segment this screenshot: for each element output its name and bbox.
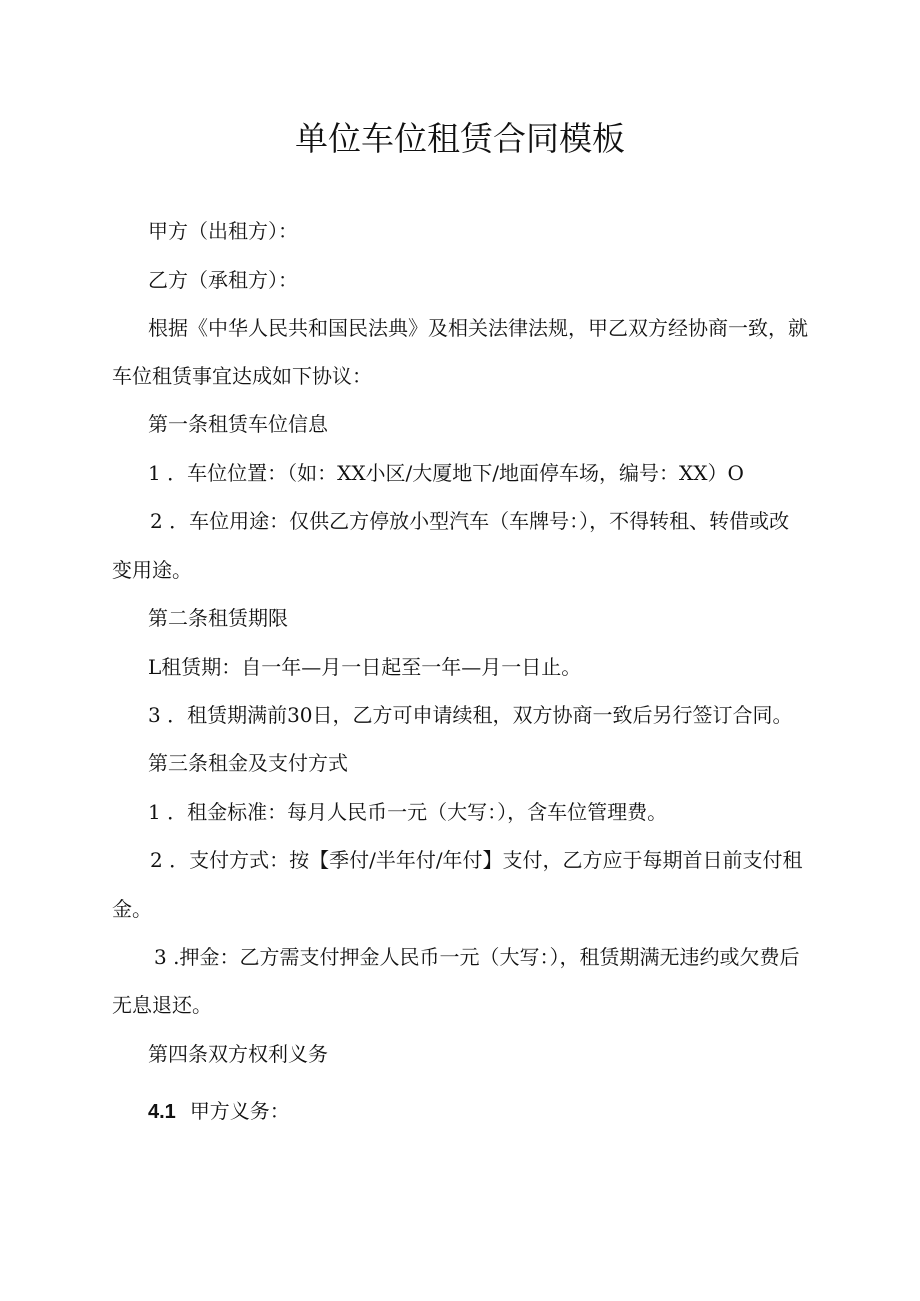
article-3-item-2-line-1: 2 ．支付方式：按【季付/半年付/年付】支付，乙方应于每期首日前支付租 (150, 848, 803, 872)
article-1-item-2-line-2: 变用途。 (112, 558, 192, 582)
article-3-item-3-line-1: 3 .押金：乙方需支付押金人民币一元（大写：），租赁期满无违约或欠费后 (154, 945, 800, 969)
article-3-item-3-line-2: 无息退还。 (112, 993, 212, 1017)
intro-paragraph-line-1: 根据《中华人民共和国民法典》及相关法律法规，甲乙双方经协商一致，就 (148, 316, 808, 340)
article-1-item-1: 1 ．车位位置：（如：XX小区/大厦地下/地面停车场，编号：XX）O (148, 461, 744, 485)
subsection-number: 4.1 (148, 1101, 176, 1123)
party-b-line: 乙方（承租方）： (148, 268, 298, 292)
article-4-subsection-4-1 (148, 1097, 290, 1126)
article-2-heading: 第二条租赁期限 (148, 606, 288, 630)
intro-paragraph-line-2: 车位租赁事宜达成如下协议： (112, 364, 372, 388)
article-2-item-3: 3 ．租赁期满前30日，乙方可申请续租，双方协商一致后另行签订合同。 (148, 703, 793, 727)
article-3-item-2-line-2: 金。 (112, 897, 152, 921)
article-2-item-1: L租赁期：自一年—月一日起至一年—月一日止。 (148, 655, 582, 679)
article-1-heading: 第一条租赁车位信息 (148, 412, 328, 436)
subsection-label: 甲方义务： (189, 1099, 290, 1123)
article-4-heading: 第四条双方权利义务 (148, 1042, 328, 1066)
article-3-heading: 第三条租金及支付方式 (148, 751, 348, 775)
article-3-item-1: 1 ．租金标准：每月人民币一元（大写：），含车位管理费。 (148, 800, 668, 824)
party-a-line: 甲方（出租方）： (148, 219, 298, 243)
document-title: 单位车位租赁合同模板 (295, 119, 625, 158)
article-1-item-2-line-1: 2 ．车位用途：仅供乙方停放小型汽车（车牌号：），不得转租、转借或改 (150, 509, 790, 533)
